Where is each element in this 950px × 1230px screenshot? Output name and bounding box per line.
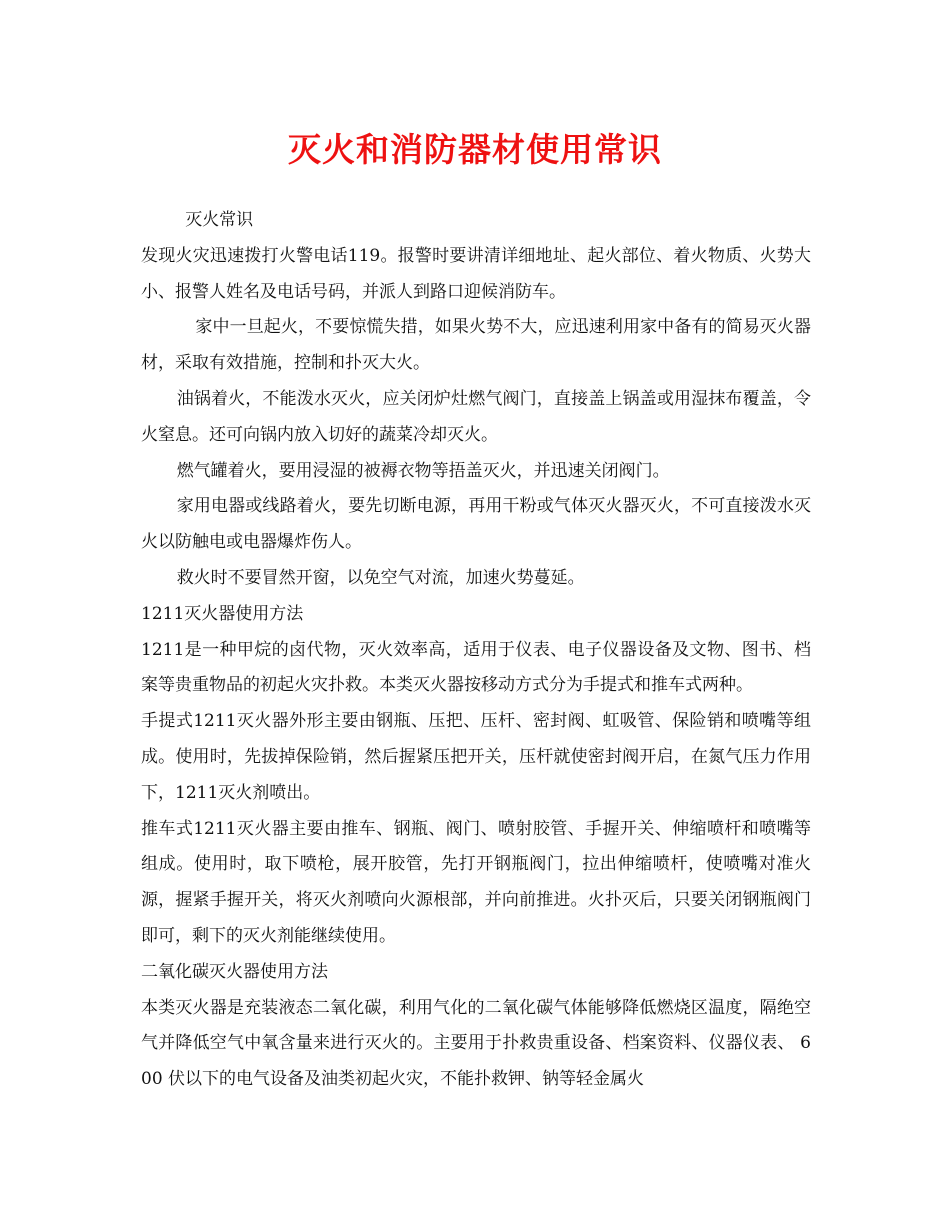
paragraph-electrical-fire: 家用电器或线路着火，要先切断电源，再用干粉或气体灭火器灭火，不可直接泼水灭火以防触电或电器爆炸伤人。 [141,496,811,553]
document-body [141,203,811,1098]
paragraph-1211-cart: 推车式1211灭火器主要由推车、钢瓶、阀门、喷射胶管、手握开关、伸缩喷杆和喷嘴等组成。使用时，取下喷枪，展开胶管，先打开钢瓶阀门，拉出伸缩喷杆，使喷嘴对准火源，握紧手握开关，将灭火剂喷向火源根部，并向前推进。火扑灭后，只要关闭钢瓶阀门即可，剩下的灭火剂能继续使用。 [141,818,811,946]
section-heading-co2: 二氧化碳灭火器使用方法 [141,961,328,982]
document-title: 灭火和消防器材使用常识 [288,130,662,169]
paragraph-1211-intro: 1211是一种甲烷的卤代物，灭火效率高，适用于仪表、电子仪器设备及文物、图书、档案等贵重物品的初起火灾扑救。本类灭火器按移动方式分为手提式和推车式两种。 [141,639,811,696]
paragraph-1211-handheld: 手提式1211灭火器外形主要由钢瓶、压把、压杆、密封阀、虹吸管、保险销和喷嘴等组成。使用时，先拔掉保险销，然后握紧压把开关，压杆就使密封阀开启，在氮气压力作用下，1211灭火剂喷出。 [141,711,811,803]
paragraph-window-warning: 救火时不要冒然开窗，以免空气对流，加速火势蔓延。 [176,567,585,588]
paragraph-gas-tank-fire: 燃气罐着火，要用浸湿的被褥衣物等捂盖灭火，并迅速关闭阀门。 [176,460,670,481]
section-heading-1211: 1211灭火器使用方法 [141,603,304,624]
paragraph-oil-pan-fire: 油锅着火，不能泼水灭火，应关闭炉灶燃气阀门，直接盖上锅盖或用湿抹布覆盖，令火窒息。还可向锅内放入切好的蔬菜冷却灭火。 [141,388,811,445]
paragraph-co2-intro: 本类灭火器是充装液态二氧化碳，利用气化的二氧化碳气体能够降低燃烧区温度，隔绝空气并降低空气中氧含量来进行灭火的。主要用于扑救贵重设备、档案资料、仪器仪表、 600 伏以下的电气设备及油类初起火灾，不能扑救钾、钠等轻金属火 [141,997,811,1090]
paragraph-home-fire: 家中一旦起火，不要惊慌失措，如果火势不大，应迅速利用家中备有的简易灭火器材，采取有效措施，控制和扑灭大火。 [141,317,811,374]
paragraph-call-119: 发现火灾迅速拨打火警电话119。报警时要讲清详细地址、起火部位、着火物质、火势大小、报警人姓名及电话号码，并派人到路口迎候消防车。 [141,245,811,302]
paragraph-fire-knowledge-heading: 灭火常识 [185,210,254,230]
